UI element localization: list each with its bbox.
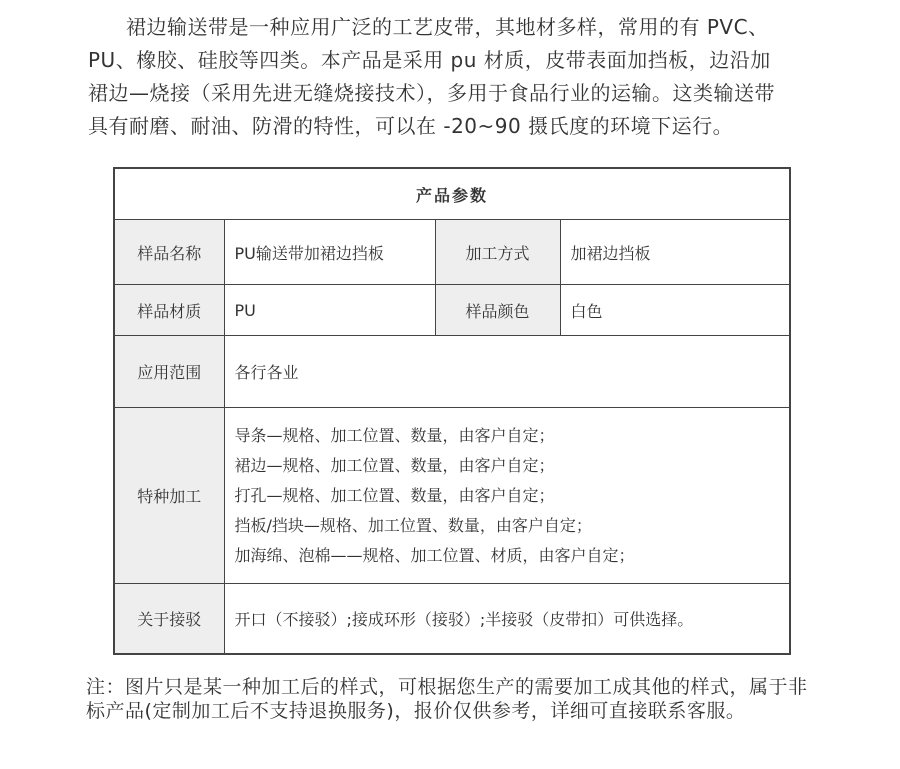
- special-processing-line: 导条—规格、加工位置、数量，由客户自定；: [234, 425, 555, 445]
- intro-line: 具有耐磨、耐油、防滑的特性，可以在 -20~90 摄氏度的环境下运行。: [88, 114, 734, 138]
- special-processing-line: 挡板/挡块—规格、加工位置、数量，由客户自定；: [234, 515, 592, 535]
- value-sample-material: PU: [224, 285, 435, 336]
- row-special-processing: [114, 408, 790, 584]
- row-application-scope: [114, 336, 790, 408]
- footnote-line: 标产品(定制加工后不支持退换服务)，报价仅供参考，详细可直接联系客服。: [86, 700, 746, 722]
- value-sample-name: PU输送带加裙边挡板: [224, 220, 435, 285]
- table-title: 产品参数: [114, 168, 790, 220]
- label-sample-material: 样品材质: [114, 285, 224, 336]
- label-application-scope: 应用范围: [114, 336, 224, 408]
- footnote-line: 注：图片只是某一种加工后的样式，可根据您生产的需要加工成其他的样式，属于非: [86, 676, 808, 698]
- value-sample-color: 白色: [560, 285, 790, 336]
- row-joint-info: [114, 584, 790, 655]
- special-processing-line: 裙边—规格、加工位置、数量，由客户自定；: [234, 455, 555, 475]
- row-sample-name: [114, 220, 790, 285]
- special-processing-line: 打孔—规格、加工位置、数量，由客户自定；: [234, 485, 555, 505]
- table-title-row: [114, 168, 790, 220]
- row-sample-material: [114, 285, 790, 336]
- product-params-table: [113, 167, 791, 655]
- value-application-scope: 各行各业: [224, 336, 790, 408]
- intro-line: PU、橡胶、硅胶等四类。本产品是采用 pu 材质，皮带表面加挡板，边沿加: [88, 48, 771, 72]
- footnote: [86, 675, 826, 723]
- special-processing-line: 加海绵、泡棉——规格、加工位置、材质，由客户自定；: [234, 545, 635, 565]
- value-process-method: 加裙边挡板: [560, 220, 790, 285]
- label-special-processing: 特种加工: [114, 408, 224, 584]
- value-special-processing: [224, 408, 790, 584]
- intro-line: 裙边输送带是一种应用广泛的工艺皮带，其地材多样，常用的有 PVC、: [126, 15, 769, 39]
- label-joint-info: 关于接驳: [114, 584, 224, 655]
- label-process-method: 加工方式: [435, 220, 560, 285]
- label-sample-color: 样品颜色: [435, 285, 560, 336]
- label-sample-name: 样品名称: [114, 220, 224, 285]
- intro-paragraph: [88, 11, 814, 143]
- intro-line: 裙边—烧接（采用先进无缝烧接技术），多用于食品行业的运输。这类输送带: [88, 81, 775, 105]
- value-joint-info: 开口（不接驳）;接成环形（接驳）;半接驳（皮带扣）可供选择。: [224, 584, 790, 655]
